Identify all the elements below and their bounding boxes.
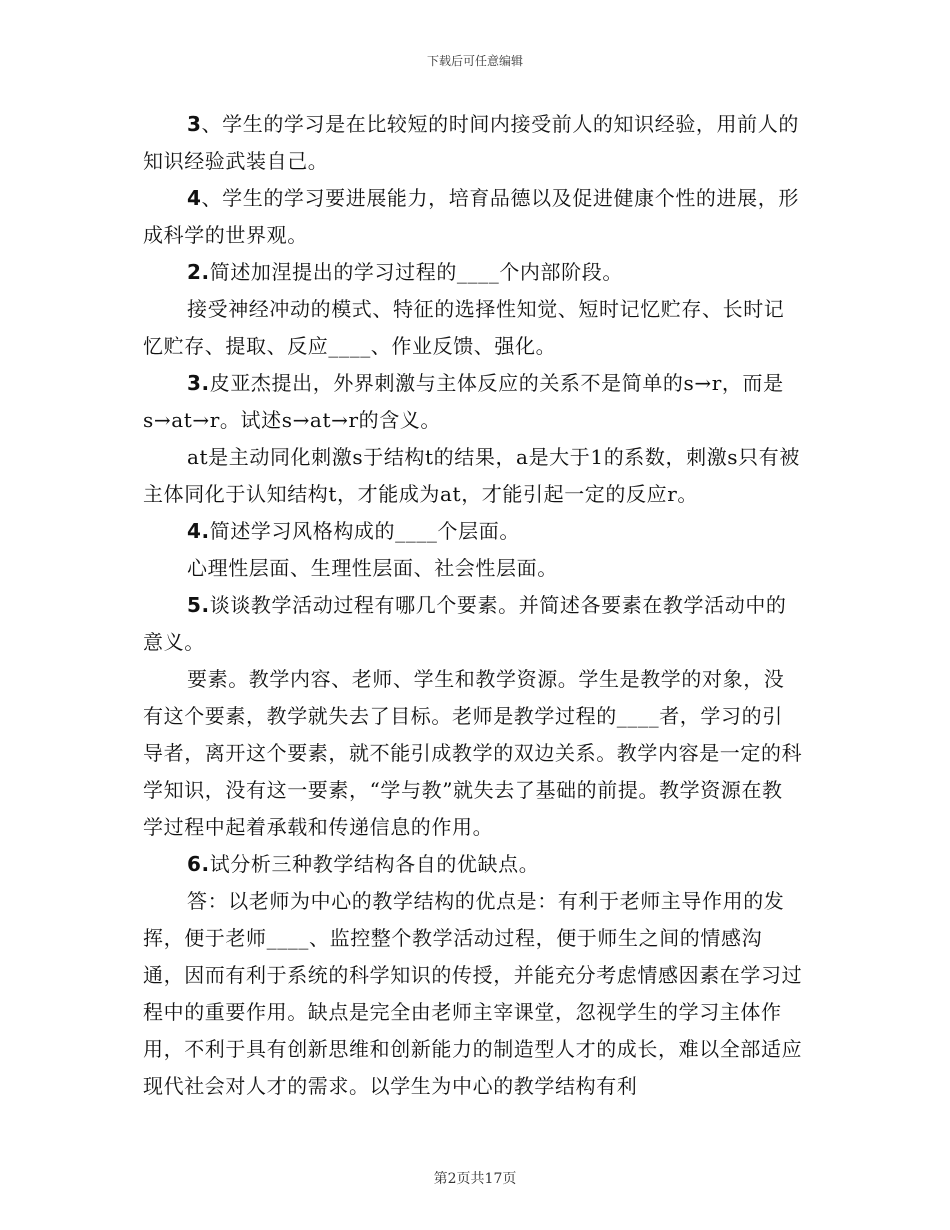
answer-text: 要素。教学内容、老师、学生和教学资源。学生是教学的对象，没有这个要素，教学就失去了目标。老师是教学过程的____者，学习的引导者，离开这个要素，就不能引成教学的双边关系。教学内容是一定的科学知识，没有这一要素，“学与教”就失去了基础的前提。教学资源在教学过程中起着承载和传递信息的作用。 bbox=[143, 667, 803, 839]
paragraph-2 bbox=[143, 180, 803, 254]
question-text: 试分析三种教学结构各自的优缺点。 bbox=[209, 852, 540, 876]
answer-5 bbox=[143, 661, 803, 846]
paragraph-text: 、学生的学习要进展能力，培育品德以及促进健康个性的进展，形成科学的世界观。 bbox=[143, 186, 799, 247]
question-number: 2. bbox=[187, 260, 210, 284]
paragraph-1 bbox=[143, 106, 803, 180]
answer-2 bbox=[143, 291, 803, 365]
page-footer: 第2页共17页 bbox=[433, 1171, 517, 1187]
answer-text: at是主动同化刺激s于结构t的结果，a是大于1的系数，刺激s只有被主体同化于认知结构t，才能成为at，才能引起一定的反应r。 bbox=[143, 445, 800, 506]
item-number: 4 bbox=[187, 186, 202, 210]
question-text: 皮亚杰提出，外界刺激与主体反应的关系不是简单的s→r，而是s→at→r。试述s→at→r的含义。 bbox=[143, 371, 784, 432]
answer-text: 心理性层面、生理性层面、社会性层面。 bbox=[187, 556, 558, 580]
question-number: 4. bbox=[187, 519, 210, 543]
answer-text: 接受神经冲动的模式、特征的选择性知觉、短时记忆贮存、长时记忆贮存、提取、反应____、作业反馈、强化。 bbox=[143, 297, 785, 358]
question-text: 谈谈教学活动过程有哪几个要素。并简述各要素在教学活动中的意义。 bbox=[143, 593, 787, 654]
question-4 bbox=[143, 513, 803, 550]
question-number: 5. bbox=[187, 593, 210, 617]
question-6 bbox=[143, 846, 803, 883]
question-3 bbox=[143, 365, 803, 439]
question-text: 简述学习风格构成的____个层面。 bbox=[209, 519, 520, 543]
answer-3 bbox=[143, 439, 803, 513]
paragraph-text: 、学生的学习是在比较短的时间内接受前人的知识经验，用前人的知识经验武装自己。 bbox=[143, 112, 799, 173]
question-5 bbox=[143, 587, 803, 661]
document-body bbox=[143, 106, 803, 1105]
answer-text: 答：以老师为中心的教学结构的优点是：有利于老师主导作用的发挥，便于老师____、监控整个教学活动过程，便于师生之间的情感沟通，因而有利于系统的科学知识的传授，并能充分考虑情感因素在学习过程中的重要作用。缺点是完全由老师主宰课堂，忽视学生的学习主体作用，不利于具有创新思维和创新能力的制造型人才的成长，难以全部适应现代社会对人才的需求。以学生为中心的教学结构有利 bbox=[143, 889, 803, 1098]
answer-6 bbox=[143, 883, 803, 1105]
question-text: 简述加涅提出的学习过程的____个内部阶段。 bbox=[209, 260, 623, 284]
answer-4 bbox=[143, 550, 803, 587]
page-header: 下载后可任意编辑 bbox=[426, 54, 523, 68]
question-number: 6. bbox=[187, 852, 210, 876]
question-number: 3. bbox=[187, 371, 210, 395]
question-2 bbox=[143, 254, 803, 291]
item-number: 3 bbox=[187, 112, 202, 136]
